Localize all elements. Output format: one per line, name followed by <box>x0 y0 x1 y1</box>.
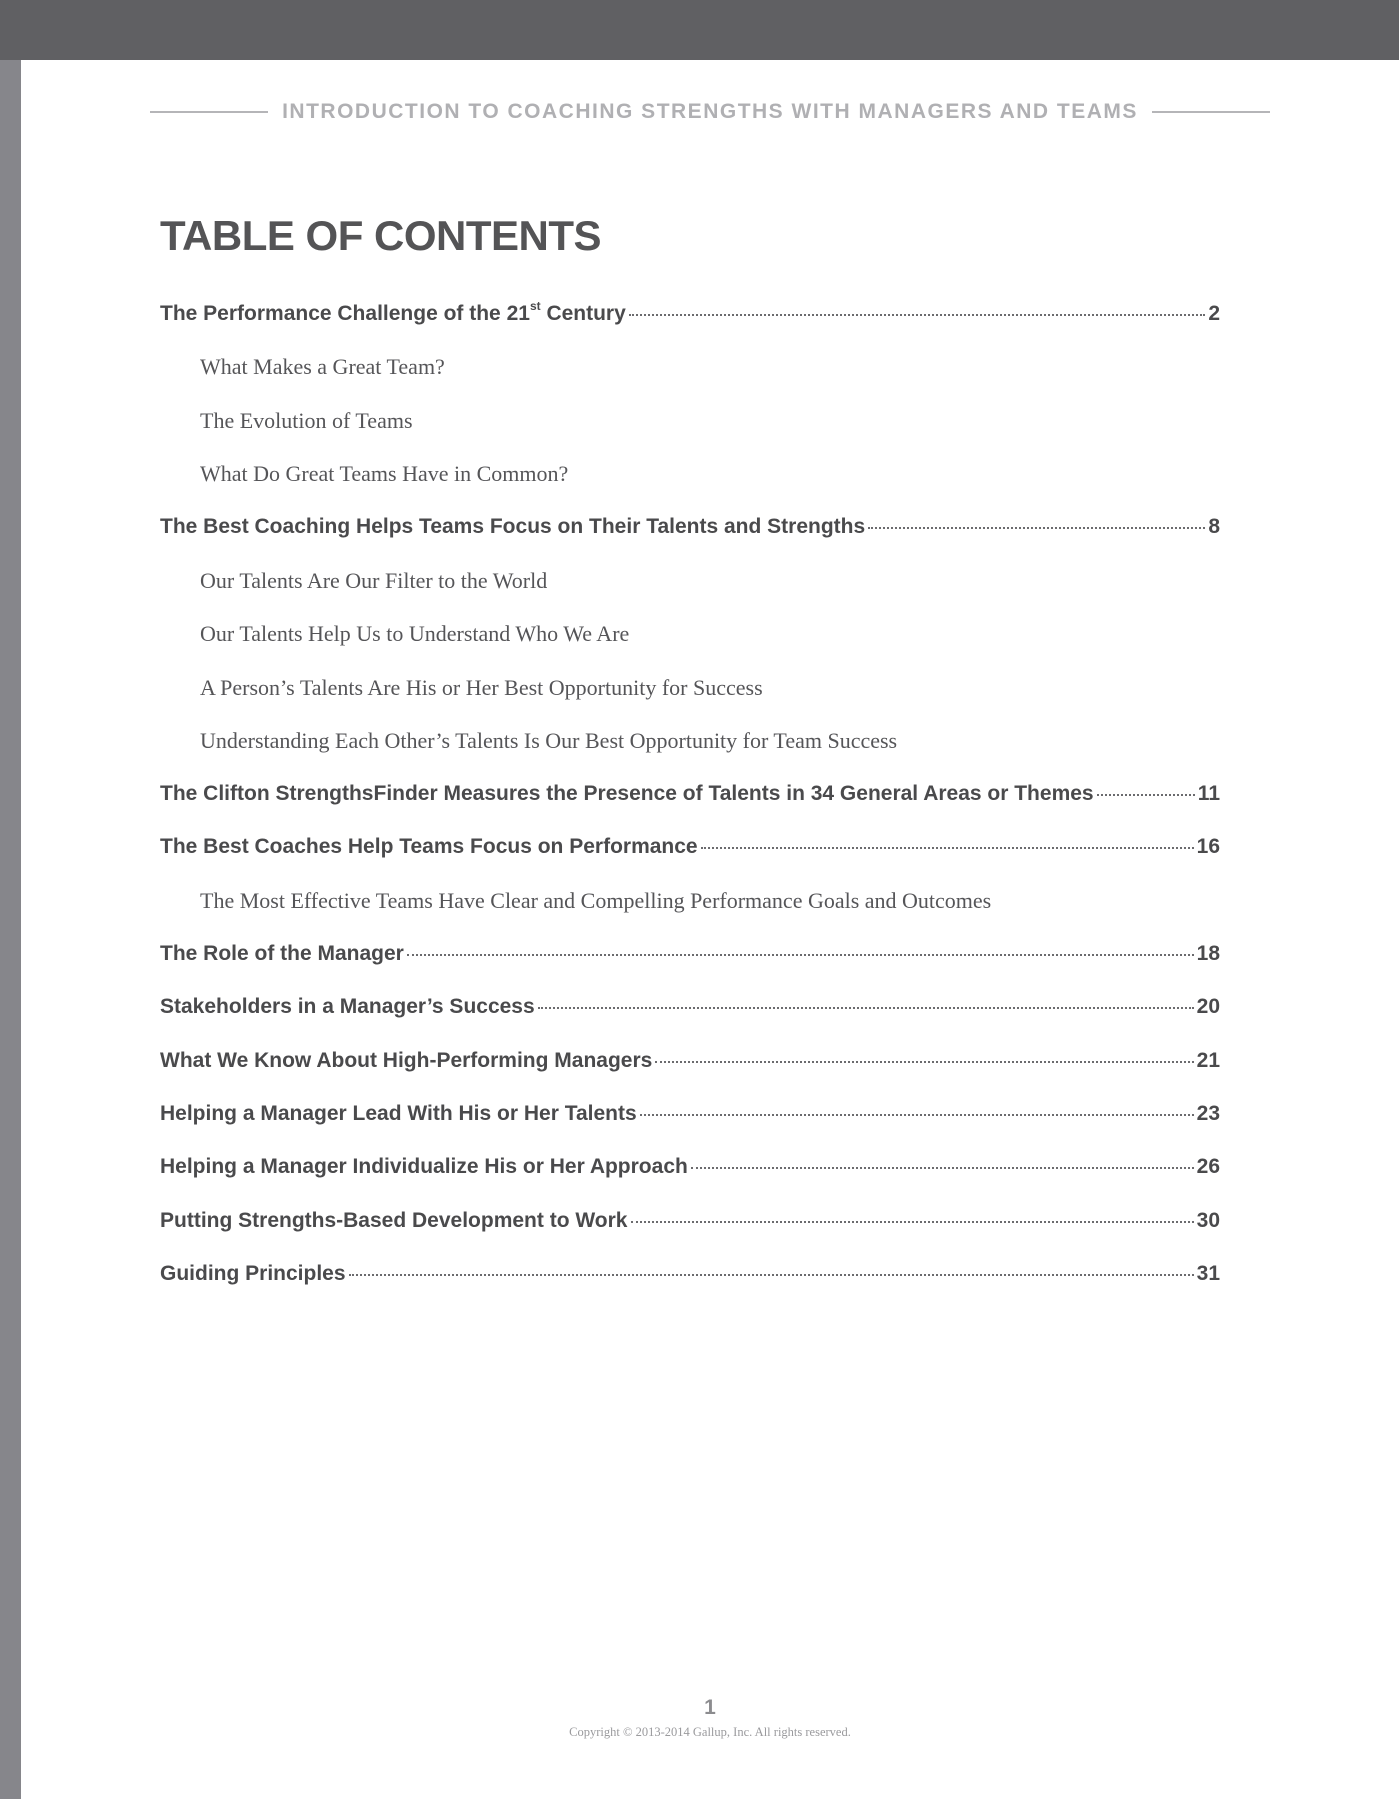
toc-page-number: 26 <box>1196 1155 1220 1179</box>
toc-entry-title: The Clifton StrengthsFinder Measures the Presence of Talents in 34 General Areas or Themes <box>160 781 1094 805</box>
document-page <box>21 60 1399 1799</box>
toc-entry-title: Putting Strengths-Based Development to Work <box>160 1208 628 1232</box>
toc-page-number: 31 <box>1196 1262 1220 1286</box>
toc-entry-title: Guiding Principles <box>160 1262 346 1286</box>
toc-entry[interactable] <box>160 995 1220 1029</box>
running-header-text: INTRODUCTION TO COACHING STRENGTHS WITH MANAGERS AND TEAMS <box>282 100 1138 123</box>
toc-subentry[interactable] <box>200 728 1220 762</box>
toc-dot-leader <box>1097 794 1195 796</box>
toc-subentry[interactable] <box>200 675 1220 709</box>
header-rule-left <box>150 111 268 113</box>
toc-page-number: 30 <box>1196 1208 1220 1232</box>
toc-entry-title: Our Talents Are Our Filter to the World <box>200 568 548 593</box>
toc-page-number: 20 <box>1196 995 1220 1019</box>
toc-entry[interactable] <box>160 1209 1220 1243</box>
toc-page-number: 16 <box>1196 835 1220 858</box>
toc-page-number: 8 <box>1208 514 1220 538</box>
toc-entry[interactable] <box>160 1102 1220 1136</box>
toc-entry-title: Stakeholders in a Manager’s Success <box>160 995 535 1019</box>
toc-entry[interactable] <box>160 782 1220 816</box>
toc-entry-title: Our Talents Help Us to Understand Who We Are <box>200 621 630 647</box>
toc-entry-superscript: st <box>529 299 541 313</box>
toc-entry-title: The Best Coaches Help Teams Focus on Performance <box>160 835 698 858</box>
toc-dot-leader <box>631 1221 1194 1223</box>
toc-subentry[interactable] <box>200 621 1220 655</box>
running-header <box>21 100 1399 124</box>
toc-subentry[interactable] <box>200 461 1220 495</box>
toc-dot-leader <box>349 1274 1194 1276</box>
toc-entry-title: The Evolution of Teams <box>200 407 413 433</box>
toc-entry-title: The Performance Challenge of the 21st Century <box>160 299 626 325</box>
toc-entry-title: The Most Effective Teams Have Clear and Compelling Performance Goals and Outcomes <box>200 888 992 914</box>
toc-dot-leader <box>629 314 1206 316</box>
toc-entry[interactable] <box>160 515 1220 549</box>
toc-entry-title: Understanding Each Other’s Talents Is Our Best Opportunity for Team Success <box>200 728 898 754</box>
toc-entry-title: The Role of the Manager <box>160 941 404 965</box>
toc-dot-leader <box>407 954 1194 956</box>
toc-entry-title: What We Know About High-Performing Managers <box>160 1048 653 1072</box>
toc-entry[interactable] <box>160 1049 1220 1083</box>
toc-dot-leader <box>691 1167 1194 1169</box>
toc-dot-leader <box>538 1007 1194 1009</box>
page-title: TABLE OF CONTENTS <box>160 212 602 259</box>
toc-dot-leader <box>655 1061 1193 1063</box>
toc-subentry[interactable] <box>200 354 1220 388</box>
toc-subentry[interactable] <box>200 568 1220 602</box>
toc-subentry[interactable] <box>200 888 1220 922</box>
toc-dot-leader <box>701 847 1194 849</box>
toc-subentry[interactable] <box>200 408 1220 442</box>
toc-page-number: 21 <box>1196 1048 1220 1072</box>
toc-entry-title: What Makes a Great Team? <box>200 354 445 380</box>
toc-entry-title: What Do Great Teams Have in Common? <box>200 461 569 487</box>
toc-page-number: 23 <box>1196 1102 1220 1125</box>
toc-page-number: 11 <box>1197 781 1220 805</box>
toc-entry-title: The Best Coaching Helps Teams Focus on Their Talents and Strengths <box>160 514 866 538</box>
toc-dot-leader <box>868 527 1205 529</box>
toc-page-number: 18 <box>1196 941 1220 965</box>
toc-entry[interactable] <box>160 1155 1220 1189</box>
toc-dot-leader <box>640 1114 1194 1116</box>
toc-page-number: 2 <box>1208 302 1220 325</box>
toc-entry[interactable] <box>160 301 1220 335</box>
toc-entry-title: Helping a Manager Individualize His or Her Approach <box>160 1155 688 1179</box>
page-number: 1 <box>704 1696 716 1719</box>
toc-entry-title: A Person’s Talents Are His or Her Best Opportunity for Success <box>200 674 763 700</box>
toc-entry[interactable] <box>160 1262 1220 1296</box>
toc-entry[interactable] <box>160 835 1220 869</box>
left-margin-strip <box>0 60 21 1799</box>
toc-entry[interactable] <box>160 942 1220 976</box>
header-rule-right <box>1152 111 1270 113</box>
copyright-notice: Copyright © 2013-2014 Gallup, Inc. All rights reserved. <box>569 1725 851 1739</box>
toc-entry-title: Helping a Manager Lead With His or Her Talents <box>160 1102 637 1125</box>
